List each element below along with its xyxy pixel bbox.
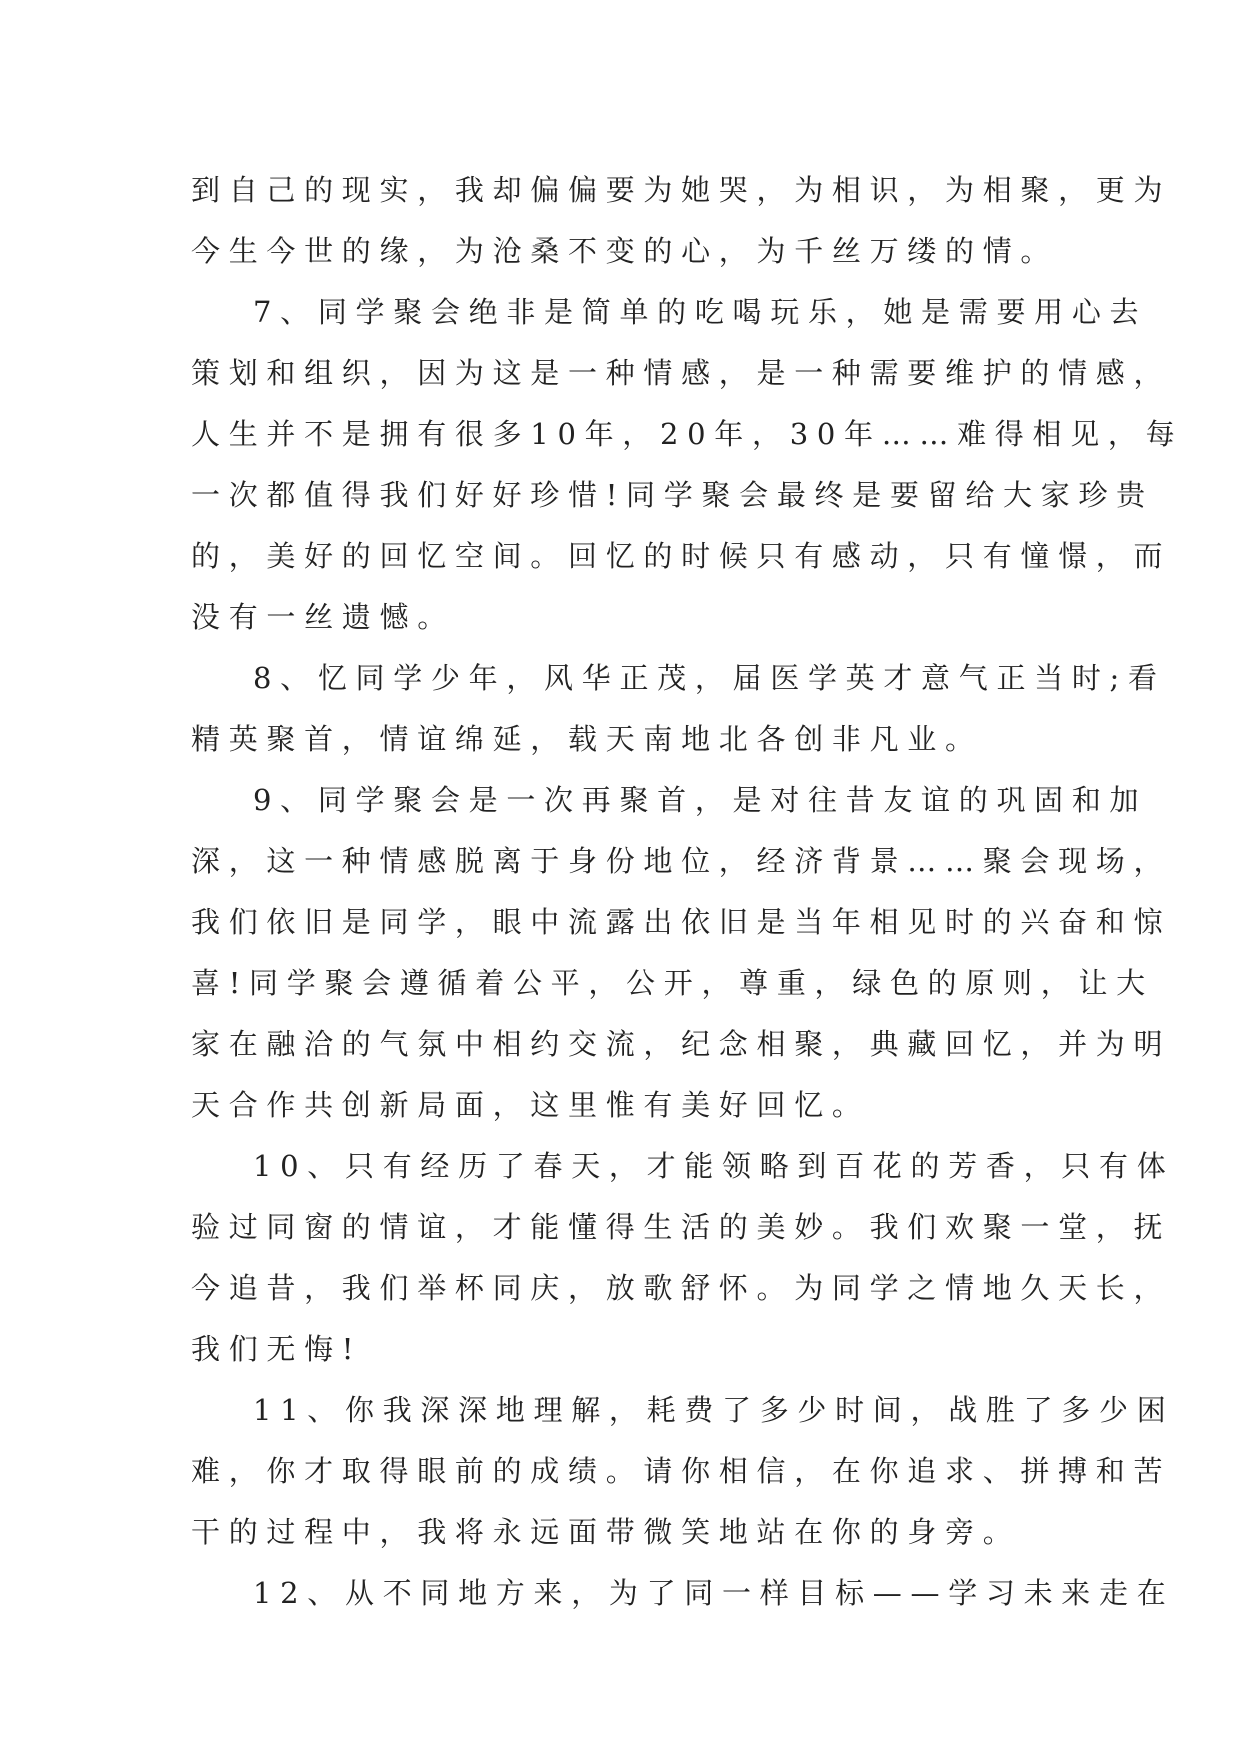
- text-line: 今追昔，我们举杯同庆，放歌舒怀。为同学之情地久天长，: [191, 1271, 1172, 1305]
- text-line: 我们依旧是同学，眼中流露出依旧是当年相见时的兴奋和惊: [191, 905, 1172, 939]
- text-line: 深，这一种情感脱离于身份地位，经济背景……聚会现场，: [191, 844, 1172, 878]
- text-line: 我们无悔!: [191, 1332, 363, 1366]
- text-line: 精英聚首，情谊绵延，载天南地北各创非凡业。: [191, 722, 983, 756]
- text-line: 一次都值得我们好好珍惜!同学聚会最终是要留给大家珍贵: [191, 478, 1154, 512]
- text-line: 干的过程中，我将永远面带微笑地站在你的身旁。: [191, 1515, 1021, 1549]
- paragraph-7-start: 7、同学聚会绝非是简单的吃喝玩乐，她是需要用心去: [253, 295, 1148, 329]
- text-line: 人生并不是拥有很多10年，20年，30年……难得相见，每: [191, 417, 1184, 451]
- text-line: 家在融洽的气氛中相约交流，纪念相聚，典藏回忆，并为明: [191, 1027, 1172, 1061]
- paragraph-12-start: 12、从不同地方来，为了同一样目标——学习未来走在: [253, 1576, 1175, 1610]
- paragraph-11-start: 11、你我深深地理解，耗费了多少时间，战胜了多少困: [253, 1393, 1175, 1427]
- paragraph-9-start: 9、同学聚会是一次再聚首，是对往昔友谊的巩固和加: [253, 783, 1148, 817]
- text-line: 今生今世的缘，为沧桑不变的心，为千丝万缕的情。: [191, 234, 1059, 268]
- text-line: 天合作共创新局面，这里惟有美好回忆。: [191, 1088, 870, 1122]
- text-line: 验过同窗的情谊，才能懂得生活的美妙。我们欢聚一堂，抚: [191, 1210, 1172, 1244]
- paragraph-10-start: 10、只有经历了春天，才能领略到百花的芳香，只有体: [253, 1149, 1175, 1183]
- text-line: 到自己的现实，我却偏偏要为她哭，为相识，为相聚，更为: [191, 173, 1172, 207]
- document-body: [191, 160, 1184, 1624]
- text-line: 难，你才取得眼前的成绩。请你相信，在你追求、拼搏和苦: [191, 1454, 1172, 1488]
- text-line: 喜!同学聚会遵循着公平，公开，尊重，绿色的原则，让大: [191, 966, 1154, 1000]
- text-line: 的，美好的回忆空间。回忆的时候只有感动，只有憧憬，而: [191, 539, 1172, 573]
- paragraph-8-start: 8、忆同学少年，风华正茂，届医学英才意气正当时;看: [253, 661, 1166, 695]
- text-line: 策划和组织，因为这是一种情感，是一种需要维护的情感，: [191, 356, 1172, 390]
- text-line: 没有一丝遗憾。: [191, 600, 455, 634]
